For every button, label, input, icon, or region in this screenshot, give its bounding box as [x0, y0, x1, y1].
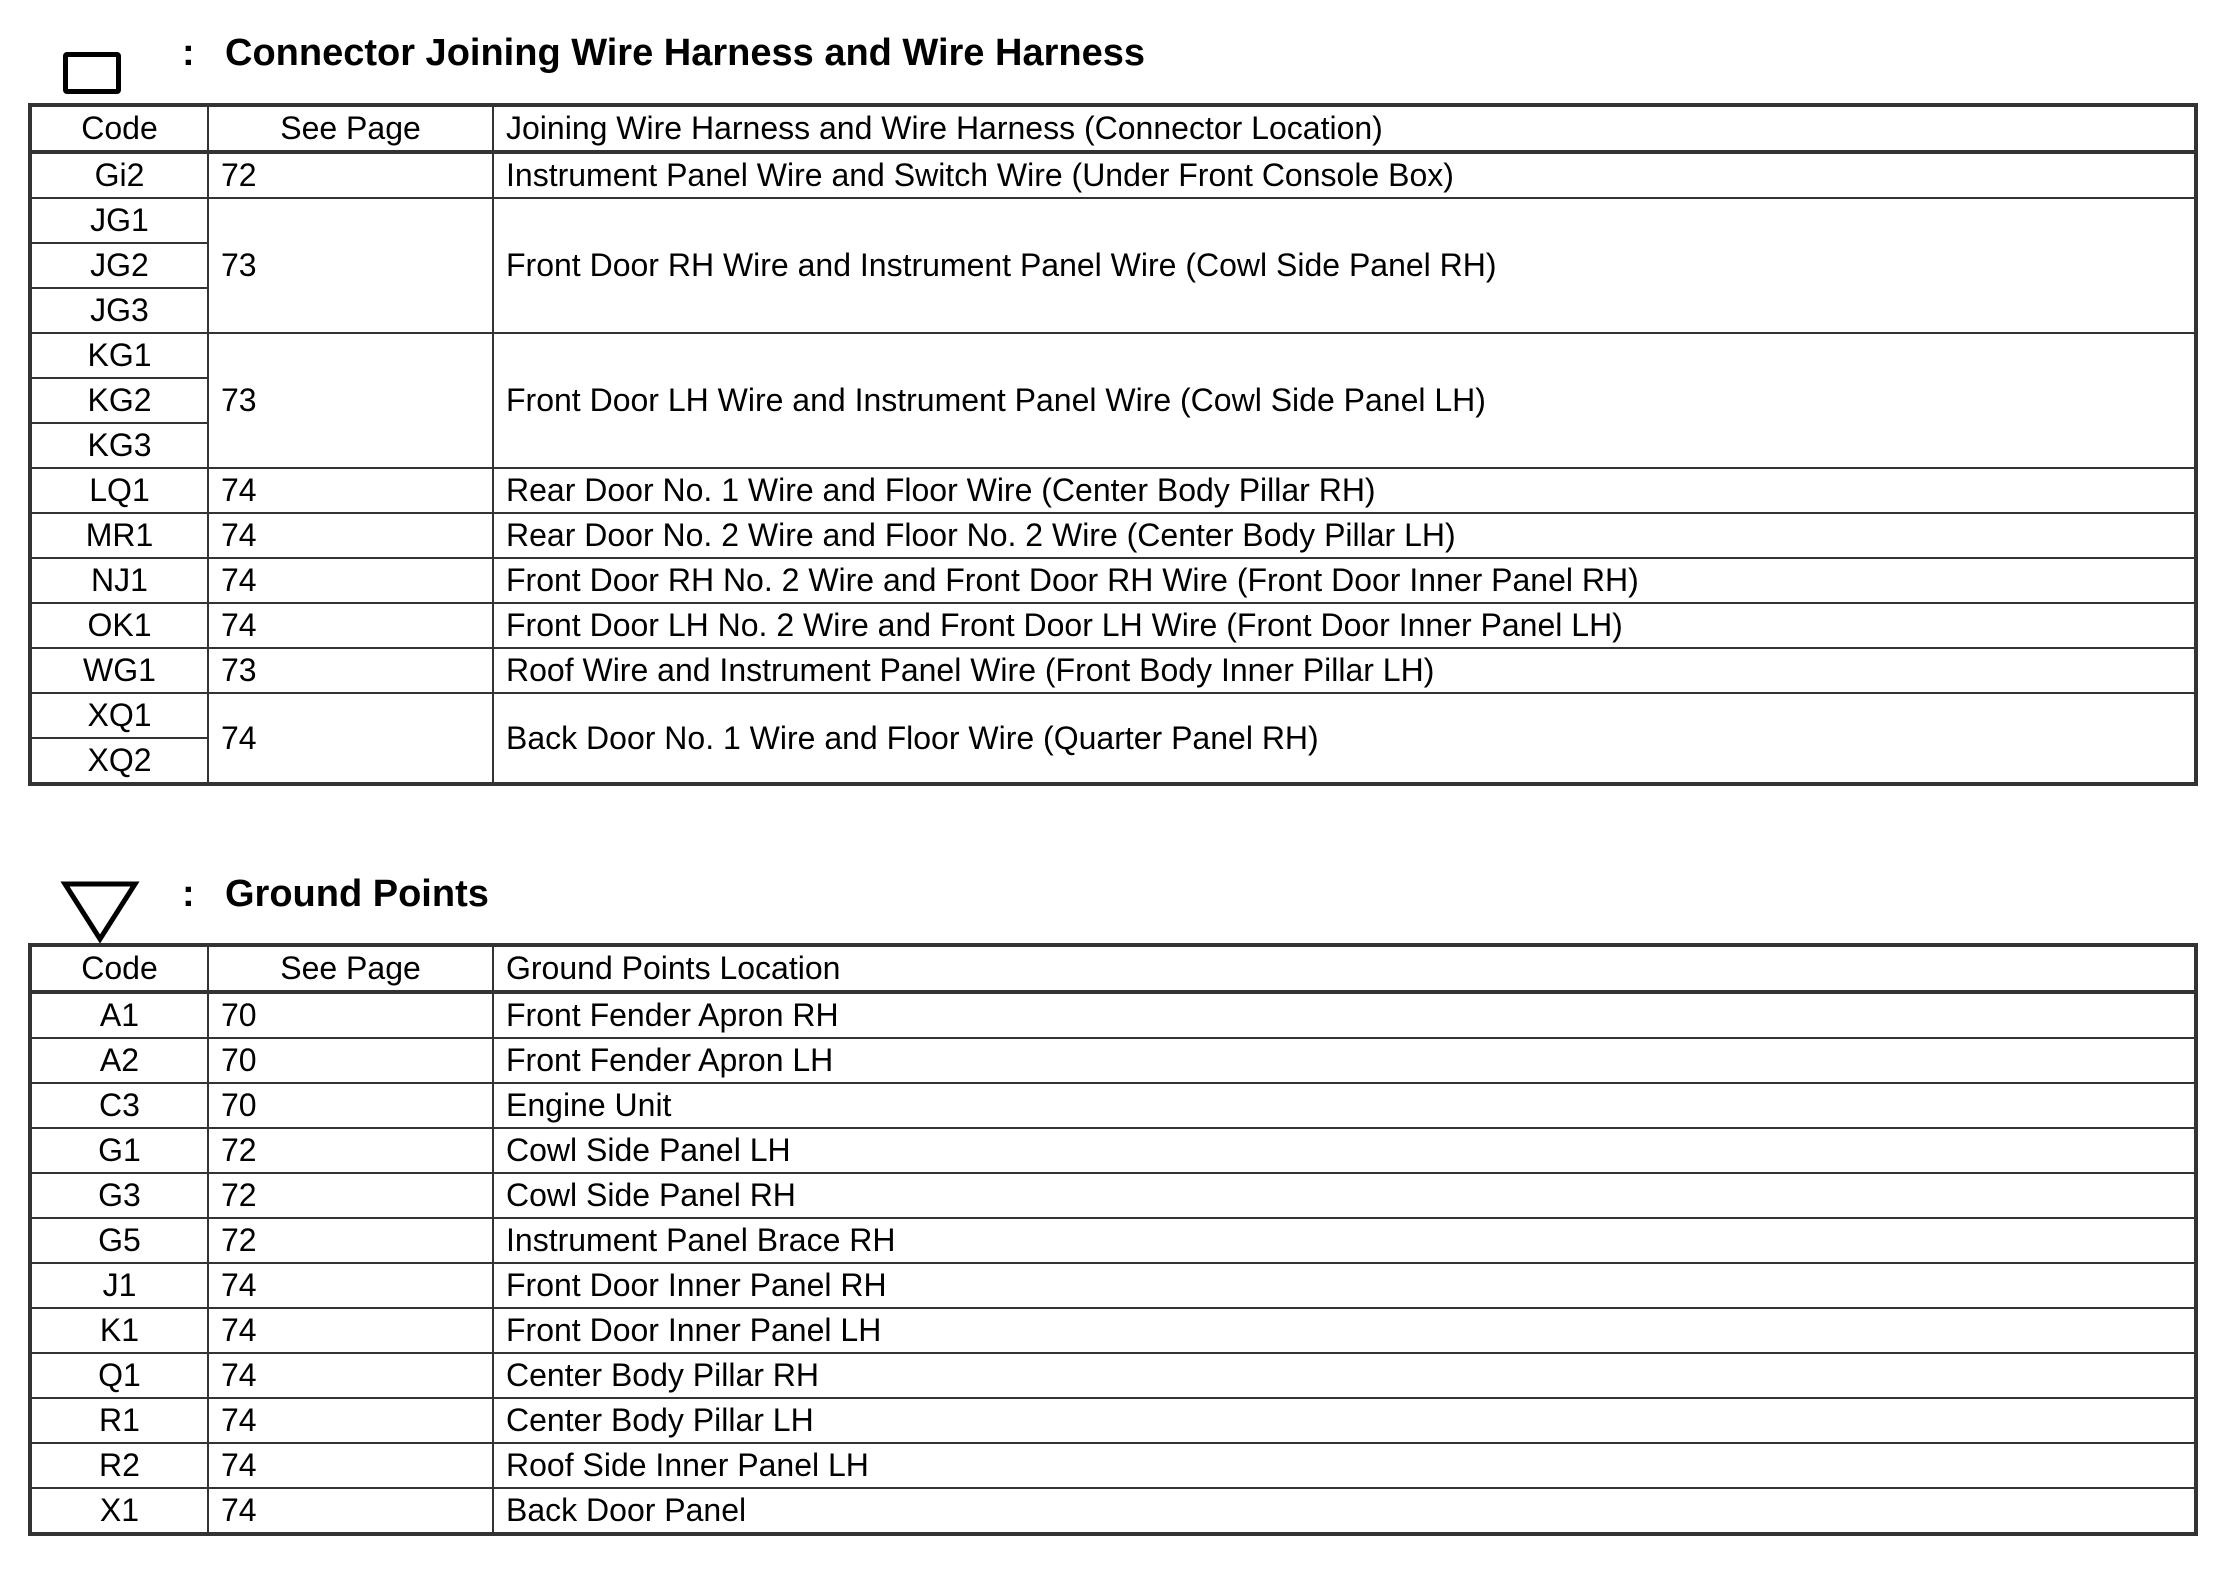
code-cell: JG1 — [30, 198, 208, 243]
see-page-cell: 74 — [208, 468, 493, 513]
table-row — [30, 1263, 2196, 1308]
see-page-cell: 73 — [208, 648, 493, 693]
code-cell: R1 — [30, 1398, 208, 1443]
table-row — [30, 1128, 2196, 1173]
rectangle-outline-icon — [63, 52, 121, 94]
connector-section-heading — [0, 22, 2224, 102]
see-page-cell: 73 — [208, 198, 493, 333]
see-page-cell: 74 — [208, 1488, 493, 1534]
location-cell: Engine Unit — [493, 1083, 2196, 1128]
table-row — [30, 513, 2196, 558]
table-row — [30, 1398, 2196, 1443]
location-cell: Center Body Pillar LH — [493, 1398, 2196, 1443]
code-cell: C3 — [30, 1083, 208, 1128]
connector-table-body — [30, 152, 2196, 784]
connector-heading-colon: : — [182, 32, 195, 74]
location-cell: Rear Door No. 2 Wire and Floor No. 2 Wire (Center Body Pillar LH) — [493, 513, 2196, 558]
code-cell: J1 — [30, 1263, 208, 1308]
see-page-cell: 74 — [208, 603, 493, 648]
location-cell: Roof Side Inner Panel LH — [493, 1443, 2196, 1488]
code-cell: G3 — [30, 1173, 208, 1218]
table-row — [30, 1083, 2196, 1128]
code-cell: Q1 — [30, 1353, 208, 1398]
location-cell: Center Body Pillar RH — [493, 1353, 2196, 1398]
location-cell: Instrument Panel Wire and Switch Wire (Under Front Console Box) — [493, 152, 2196, 198]
location-cell: Front Fender Apron LH — [493, 1038, 2196, 1083]
column-header-location: Ground Points Location — [493, 945, 2196, 992]
location-cell: Front Fender Apron RH — [493, 992, 2196, 1038]
see-page-cell: 74 — [208, 1398, 493, 1443]
code-cell: A2 — [30, 1038, 208, 1083]
code-cell: K1 — [30, 1308, 208, 1353]
code-cell: XQ1 — [30, 693, 208, 738]
code-cell: JG2 — [30, 243, 208, 288]
location-cell: Rear Door No. 1 Wire and Floor Wire (Center Body Pillar RH) — [493, 468, 2196, 513]
connector-section-title: Connector Joining Wire Harness and Wire Harness — [225, 32, 1145, 74]
ground-table-header — [30, 945, 2196, 992]
code-cell: XQ2 — [30, 738, 208, 784]
code-cell: KG3 — [30, 423, 208, 468]
location-cell: Instrument Panel Brace RH — [493, 1218, 2196, 1263]
location-cell: Cowl Side Panel LH — [493, 1128, 2196, 1173]
connector-table — [28, 103, 2198, 786]
see-page-cell: 72 — [208, 1173, 493, 1218]
column-header-see-page: See Page — [208, 945, 493, 992]
see-page-cell: 72 — [208, 1128, 493, 1173]
code-cell: Gi2 — [30, 152, 208, 198]
see-page-cell: 74 — [208, 558, 493, 603]
down-triangle-outline-icon — [60, 879, 140, 945]
location-cell: Front Door RH No. 2 Wire and Front Door RH Wire (Front Door Inner Panel RH) — [493, 558, 2196, 603]
ground-table-body — [30, 992, 2196, 1534]
table-row — [30, 1488, 2196, 1534]
ground-heading-colon: : — [182, 873, 195, 915]
location-cell: Back Door No. 1 Wire and Floor Wire (Quarter Panel RH) — [493, 693, 2196, 784]
table-row — [30, 992, 2196, 1038]
table-row — [30, 693, 2196, 738]
location-cell: Front Door RH Wire and Instrument Panel Wire (Cowl Side Panel RH) — [493, 198, 2196, 333]
table-row — [30, 1038, 2196, 1083]
code-cell: LQ1 — [30, 468, 208, 513]
see-page-cell: 73 — [208, 333, 493, 468]
location-cell: Back Door Panel — [493, 1488, 2196, 1534]
code-cell: KG2 — [30, 378, 208, 423]
see-page-cell: 74 — [208, 1443, 493, 1488]
table-row — [30, 1308, 2196, 1353]
table-row — [30, 603, 2196, 648]
table-row — [30, 558, 2196, 603]
code-cell: A1 — [30, 992, 208, 1038]
code-cell: JG3 — [30, 288, 208, 333]
code-cell: R2 — [30, 1443, 208, 1488]
see-page-cell: 74 — [208, 513, 493, 558]
ground-section-heading — [0, 863, 2224, 943]
column-header-location: Joining Wire Harness and Wire Harness (Connector Location) — [493, 105, 2196, 152]
column-header-code: Code — [30, 945, 208, 992]
ground-section-title: Ground Points — [225, 873, 489, 915]
code-cell: OK1 — [30, 603, 208, 648]
column-header-code: Code — [30, 105, 208, 152]
location-cell: Front Door Inner Panel LH — [493, 1308, 2196, 1353]
location-cell: Roof Wire and Instrument Panel Wire (Front Body Inner Pillar LH) — [493, 648, 2196, 693]
see-page-cell: 74 — [208, 1353, 493, 1398]
see-page-cell: 74 — [208, 1308, 493, 1353]
code-cell: X1 — [30, 1488, 208, 1534]
table-row — [30, 1218, 2196, 1263]
location-cell: Cowl Side Panel RH — [493, 1173, 2196, 1218]
code-cell: MR1 — [30, 513, 208, 558]
see-page-cell: 74 — [208, 693, 493, 784]
ground-points-table — [28, 943, 2198, 1536]
code-cell: G1 — [30, 1128, 208, 1173]
location-cell: Front Door Inner Panel RH — [493, 1263, 2196, 1308]
table-row — [30, 648, 2196, 693]
code-cell: G5 — [30, 1218, 208, 1263]
table-row — [30, 152, 2196, 198]
see-page-cell: 72 — [208, 152, 493, 198]
code-cell: WG1 — [30, 648, 208, 693]
code-cell: KG1 — [30, 333, 208, 378]
table-row — [30, 333, 2196, 378]
table-row — [30, 198, 2196, 243]
table-row — [30, 468, 2196, 513]
see-page-cell: 70 — [208, 1083, 493, 1128]
see-page-cell: 70 — [208, 992, 493, 1038]
table-row — [30, 1353, 2196, 1398]
code-cell: NJ1 — [30, 558, 208, 603]
see-page-cell: 74 — [208, 1263, 493, 1308]
location-cell: Front Door LH No. 2 Wire and Front Door LH Wire (Front Door Inner Panel LH) — [493, 603, 2196, 648]
see-page-cell: 72 — [208, 1218, 493, 1263]
column-header-see-page: See Page — [208, 105, 493, 152]
connector-table-header — [30, 105, 2196, 152]
location-cell: Front Door LH Wire and Instrument Panel Wire (Cowl Side Panel LH) — [493, 333, 2196, 468]
see-page-cell: 70 — [208, 1038, 493, 1083]
table-row — [30, 1443, 2196, 1488]
table-row — [30, 1173, 2196, 1218]
